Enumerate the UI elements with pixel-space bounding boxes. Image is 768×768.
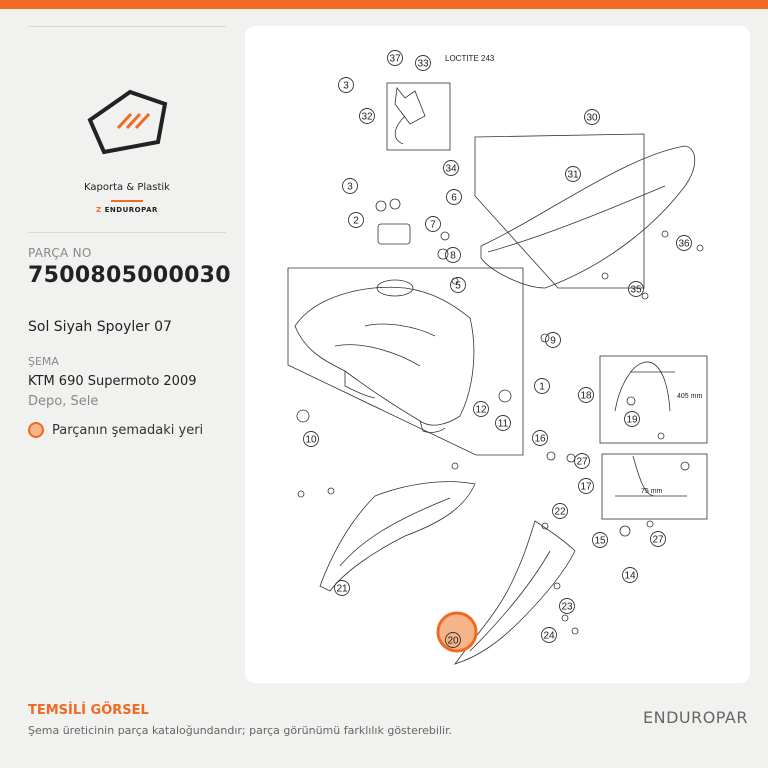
callout-37 [388, 51, 403, 66]
callout-16 [533, 431, 548, 446]
callout-label: 3 [343, 80, 349, 92]
part-number: 7500805000030 [28, 263, 231, 288]
brand-footer: ENDUROPAR [642, 708, 748, 727]
callout-11 [496, 416, 511, 431]
callout-label: 8 [450, 250, 456, 262]
callout-19 [625, 412, 640, 427]
diagram-text-dim_405: 405 mm [677, 393, 703, 400]
callout-21 [335, 581, 350, 596]
diagram-text-loctite: LOCTITE 243 [445, 54, 495, 63]
callout-36 [677, 236, 692, 251]
callout-1 [535, 379, 550, 394]
category-label: Kaporta & Plastik [84, 182, 170, 193]
callout-label: 12 [475, 404, 487, 416]
part-name: Sol Siyah Spoyler 07 [28, 319, 172, 335]
callout-label: 2 [353, 215, 359, 227]
bodywork-icon [28, 40, 226, 180]
callout-label: 36 [678, 238, 690, 250]
callout-34 [444, 161, 459, 176]
callout-label: 16 [534, 433, 546, 445]
callout-label: 34 [445, 163, 457, 175]
callout-2 [349, 213, 364, 228]
callout-label: 19 [626, 414, 638, 426]
schema-model: KTM 690 Supermoto 2009 [28, 374, 197, 389]
exploded-diagram [245, 26, 750, 683]
callout-label: 23 [561, 601, 573, 613]
callout-30 [585, 110, 600, 125]
callout-label: 27 [652, 534, 664, 546]
callout-label: 22 [554, 506, 566, 518]
callout-20 [438, 613, 476, 651]
callout-label: 20 [447, 635, 459, 647]
callout-27 [575, 454, 590, 469]
diagram-text-dim_75: 75 mm [641, 488, 663, 495]
disclaimer-text: Şema üreticinin parça kataloğundandır; parça görünümü farklılık gösterebilir. [28, 724, 453, 737]
legend [28, 422, 203, 438]
brand-mark-icon: Z [96, 206, 102, 214]
legend-text: Parçanın şemadaki yeri [52, 422, 204, 438]
callout-23 [560, 599, 575, 614]
tank-box [288, 268, 523, 455]
callout-15 [593, 533, 608, 548]
callout-label: 11 [497, 418, 509, 430]
callout-9 [546, 333, 561, 348]
callout-10 [304, 432, 319, 447]
callout-label: 15 [594, 535, 606, 547]
highlight-dot-icon [28, 422, 44, 438]
callout-label: 37 [389, 53, 401, 65]
representative-label: TEMSİLİ GÖRSEL [28, 703, 149, 718]
callout-label: 24 [543, 630, 555, 642]
schema-label: ŞEMA [28, 355, 59, 368]
callout-22 [553, 504, 568, 519]
callout-32 [360, 109, 375, 124]
callout-3 [343, 179, 358, 194]
callout-18 [579, 388, 594, 403]
callout-label: 5 [455, 280, 461, 292]
callout-3 [339, 78, 354, 93]
callout-label: 32 [361, 111, 373, 123]
category-block [28, 40, 226, 230]
schema-subtitle: Depo, Sele [28, 394, 99, 409]
divider [28, 232, 226, 233]
callout-label: 17 [580, 481, 592, 493]
callout-12 [474, 402, 489, 417]
callout-24 [542, 628, 557, 643]
callout-label: 9 [550, 335, 556, 347]
callout-label: 21 [336, 583, 348, 595]
callout-14 [623, 568, 638, 583]
callout-31 [566, 167, 581, 182]
callout-label: 27 [576, 456, 588, 468]
hose-box-2 [602, 454, 707, 519]
category-underline [111, 200, 143, 202]
callout-label: 10 [305, 434, 317, 446]
callout-label: 7 [430, 219, 436, 231]
seat-box [475, 134, 644, 288]
brand-logo-small: Z ENDUROPAR [96, 206, 158, 214]
callout-label: 31 [567, 169, 579, 181]
callout-label: 1 [539, 381, 545, 393]
part-no-label: PARÇA NO [28, 246, 92, 260]
callout-label: 30 [586, 112, 598, 124]
callout-6 [447, 190, 462, 205]
callout-label: 35 [630, 284, 642, 296]
callout-5 [451, 278, 466, 293]
callout-33 [416, 56, 431, 71]
diagram-card [245, 26, 750, 683]
callout-label: 33 [417, 58, 429, 70]
divider [28, 26, 226, 27]
callout-label: 6 [451, 192, 457, 204]
callout-35 [629, 282, 644, 297]
callout-17 [579, 479, 594, 494]
callout-label: 14 [624, 570, 636, 582]
callout-label: 3 [347, 181, 353, 193]
callout-label: 18 [580, 390, 592, 402]
top-accent-bar [0, 0, 768, 9]
callout-7 [426, 217, 441, 232]
callout-27 [651, 532, 666, 547]
